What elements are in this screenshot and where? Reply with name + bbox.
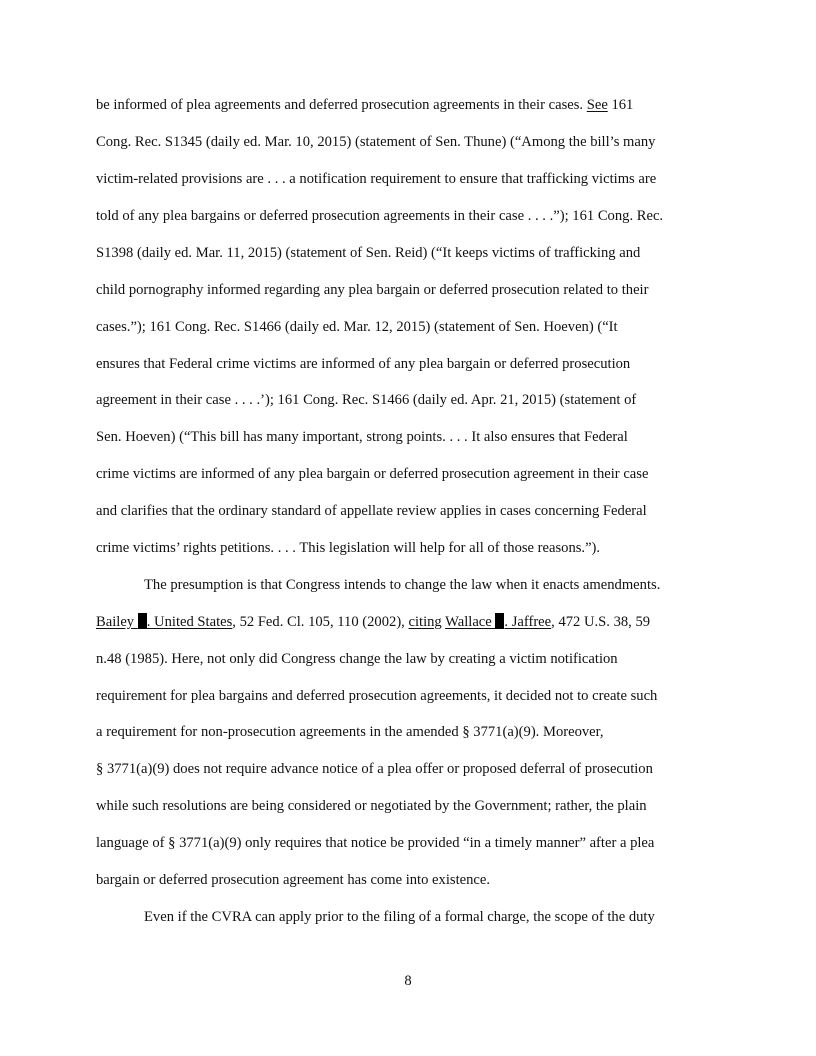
body-line-2: Cong. Rec. S1345 (daily ed. Mar. 10, 2015) (statement of Sen. Thune) (“Among the bill’s many — [96, 134, 656, 150]
body-line-9: agreement in their case . . . .’); 161 Cong. Rec. S1466 (daily ed. Apr. 21, 2015) (statement of — [96, 392, 637, 408]
paragraph-presumption-first-line: The presumption is that Congress intends to change the law when it enacts amendments. — [144, 577, 661, 593]
body-line-16: n.48 (1985). Here, not only did Congress change the law by creating a victim notification — [96, 651, 618, 667]
redaction-block — [138, 613, 147, 629]
body-line-11: crime victims are informed of any plea bargain or deferred prosecution agreement in their case — [96, 466, 649, 482]
body-line-18: a requirement for non-prosecution agreements in the amended § 3771(a)(9). Moreover, — [96, 724, 604, 740]
body-line-22: bargain or deferred prosecution agreement has come into existence. — [96, 872, 491, 888]
wallace-citation-tail: , 472 U.S. 38, 59 — [551, 614, 651, 630]
page-number: 8 — [404, 973, 412, 989]
case-bailey-part-1: Bailey — [96, 614, 138, 630]
see-citation-tail: 161 — [607, 97, 634, 113]
body-line-17: requirement for plea bargains and deferred prosecution agreements, it decided not to create such — [96, 688, 658, 704]
body-line-8: ensures that Federal crime victims are informed of any plea bargain or deferred prosecution — [96, 356, 631, 372]
case-wallace — [445, 614, 551, 630]
body-line-21: language of § 3771(a)(9) only requires that notice be provided “in a timely manner” after a plea — [96, 835, 655, 851]
bailey-citation-tail: , 52 Fed. Cl. 105, 110 (2002), — [232, 614, 409, 630]
body-line-20: while such resolutions are being considered or negotiated by the Government; rather, the plain — [96, 798, 647, 814]
body-line-19: § 3771(a)(9) does not require advance notice of a plea offer or proposed deferral of prosecution — [96, 761, 653, 777]
body-line-6: child pornography informed regarding any plea bargain or deferred prosecution related to their — [96, 282, 649, 298]
body-line-13: crime victims’ rights petitions. . . . This legislation will help for all of those reasons.”). — [96, 540, 601, 556]
citing-signal: citing — [408, 614, 442, 630]
case-bailey-part-2: . United States — [146, 614, 233, 630]
body-line-15 — [96, 613, 650, 631]
see-signal: See — [586, 97, 608, 113]
case-wallace-part-1: Wallace — [445, 614, 496, 630]
body-line-4: told of any plea bargains or deferred prosecution agreements in their case . . . .”); 161 Cong. Rec. — [96, 208, 664, 224]
paragraph-cvra-first-line: Even if the CVRA can apply prior to the filing of a formal charge, the scope of the duty — [144, 909, 655, 925]
case-bailey — [96, 614, 232, 630]
body-line-5: S1398 (daily ed. Mar. 11, 2015) (statement of Sen. Reid) (“It keeps victims of trafficking and — [96, 245, 641, 261]
body-line-1 — [96, 96, 633, 114]
line-1-text: be informed of plea agreements and deferred prosecution agreements in their cases. — [96, 97, 587, 113]
body-line-12: and clarifies that the ordinary standard of appellate review applies in cases concerning Federal — [96, 503, 647, 519]
body-line-7: cases.”); 161 Cong. Rec. S1466 (daily ed. Mar. 12, 2015) (statement of Sen. Hoeven) (“It — [96, 319, 618, 335]
body-line-10: Sen. Hoeven) (“This bill has many important, strong points. . . . It also ensures that Federal — [96, 429, 628, 445]
case-wallace-part-2: . Jaffree — [504, 614, 552, 630]
body-line-3: victim-related provisions are . . . a notification requirement to ensure that trafficking victims are — [96, 171, 657, 187]
